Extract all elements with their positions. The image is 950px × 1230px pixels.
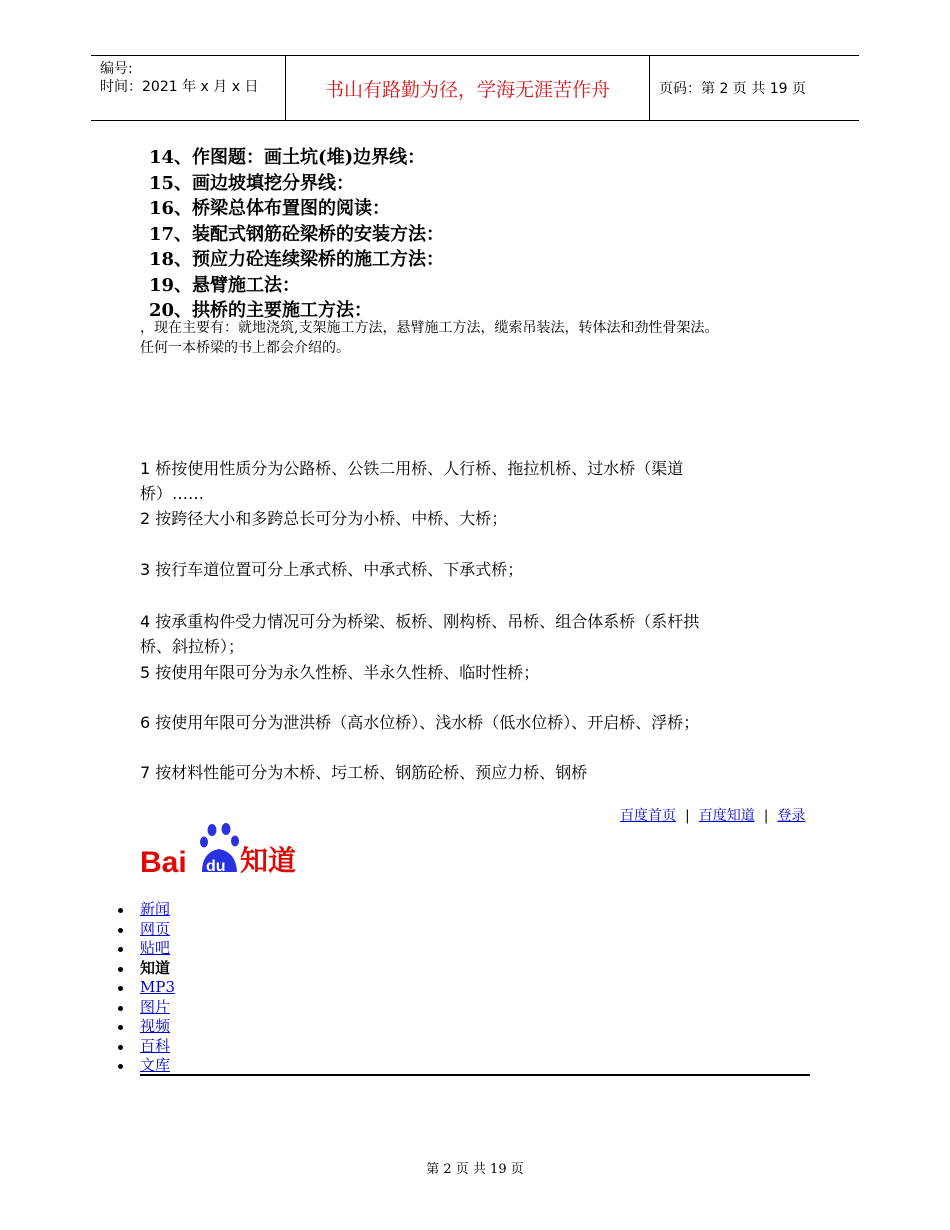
answer-line-2: 任何一本桥梁的书上都会介绍的。: [140, 340, 350, 356]
classification-item-6: [140, 710, 820, 735]
question-20: 20、拱桥的主要施工方法：: [149, 300, 373, 321]
page-footer: 第 2 页 共 19 页: [426, 1162, 524, 1177]
nav-item-news[interactable]: [118, 900, 175, 920]
baidu-zhidao-link[interactable]: 百度知道: [698, 808, 755, 824]
nav-item-baike[interactable]: [118, 1037, 175, 1057]
question-17: 17、装配式钢筋砼梁桥的安装方法：: [149, 223, 445, 245]
baidu-top-links: [620, 805, 805, 825]
answer-line-1: ，现在主要有：就地浇筑,支架施工方法，悬臂施工方法，缆索吊装法，转体法和劲性骨架法。: [140, 320, 719, 336]
nav-item-images[interactable]: [118, 998, 175, 1018]
nav-divider: [140, 1074, 810, 1076]
nav-item-tieba[interactable]: [118, 939, 175, 959]
question-15: 15、画边坡填挖分界线：: [149, 172, 355, 194]
nav-item-web[interactable]: [118, 920, 175, 940]
classification-item-4-line-1: 4 按承重构件受力情况可分为桥梁、板桥、刚构桥、吊桥、组合体系桥（系杆拱: [140, 612, 700, 631]
classification-item-5-line-1: 5 按使用年限可分为永久性桥、半永久性桥、临时性桥；: [140, 663, 540, 682]
header-time-label: 时间：2021 年 x 月 x 日: [100, 79, 259, 95]
link-separator: |: [685, 808, 690, 824]
question-14: 14、作图题：画土坑(堆)边界线：: [149, 147, 426, 168]
document-header: [91, 55, 859, 121]
nav-link-news[interactable]: 新闻: [140, 900, 171, 918]
question-19: 19、悬臂施工法：: [149, 274, 301, 296]
classification-item-3: [140, 557, 820, 582]
baidu-zhidao-logo[interactable]: [140, 822, 300, 878]
classification-item-3-line-1: 3 按行车道位置可分上承式桥、中承式桥、下承式桥；: [140, 560, 524, 579]
nav-link-wenku[interactable]: 文库: [140, 1056, 171, 1074]
classification-item-6-line-1: 6 按使用年限可分为泄洪桥（高水位桥）、浅水桥（低水位桥）、开启桥、浮桥；: [140, 713, 700, 732]
header-motto: 书山有路勤为径，学海无涯苦作舟: [286, 56, 650, 120]
nav-link-images[interactable]: 图片: [140, 997, 171, 1016]
logo-bai-text: Bai: [140, 846, 187, 878]
baidu-home-link[interactable]: 百度首页: [620, 808, 676, 824]
logo-du-text: du: [206, 858, 226, 875]
nav-item-mp3[interactable]: [118, 978, 175, 998]
link-separator: |: [763, 808, 769, 824]
nav-link-tieba[interactable]: 贴吧: [140, 939, 171, 957]
classification-item-1: [140, 456, 820, 506]
logo-zhidao-text: 知道: [240, 844, 297, 877]
classification-item-4: [140, 609, 820, 659]
classification-item-2-line-1: 2 按跨径大小和多跨总长可分为小桥、中桥、大桥；: [140, 509, 508, 528]
header-meta-cell: [91, 56, 286, 120]
nav-item-wenku[interactable]: [118, 1056, 175, 1076]
nav-item-zhidao: [118, 959, 175, 979]
classification-item-7-line-1: 7 按材料性能可分为木桥、圬工桥、钢筋砼桥、预应力桥、钢桥: [140, 763, 588, 782]
classification-item-7: [140, 760, 820, 785]
login-link[interactable]: 登录: [777, 808, 806, 824]
question-18: 18、预应力砼连续梁桥的施工方法：: [149, 249, 445, 270]
classification-item-5: [140, 660, 820, 685]
nav-current-zhidao: 知道: [140, 958, 171, 977]
nav-item-video[interactable]: [118, 1017, 175, 1037]
nav-link-web[interactable]: 网页: [140, 919, 171, 938]
answer-paragraph: [140, 318, 830, 358]
classification-item-4-line-2: 桥、斜拉桥）；: [140, 637, 245, 656]
header-page-info: 页码：第 2 页 共 19 页: [659, 81, 806, 97]
classification-item-1-line-1: 1 桥按使用性质分为公路桥、公铁二用桥、人行桥、拖拉机桥、过水桥（渠道: [140, 459, 684, 478]
question-16: 16、桥梁总体布置图的阅读：: [149, 198, 391, 219]
nav-link-video[interactable]: 视频: [140, 1017, 171, 1035]
question-list: [149, 145, 444, 324]
header-number-label: 编号:: [100, 61, 133, 77]
nav-link-baike[interactable]: 百科: [140, 1036, 171, 1055]
nav-link-mp3[interactable]: MP3: [140, 978, 175, 996]
classification-item-1-line-2: 桥）……: [140, 484, 205, 503]
classification-item-2: [140, 506, 820, 531]
baidu-product-nav: [118, 900, 175, 1076]
